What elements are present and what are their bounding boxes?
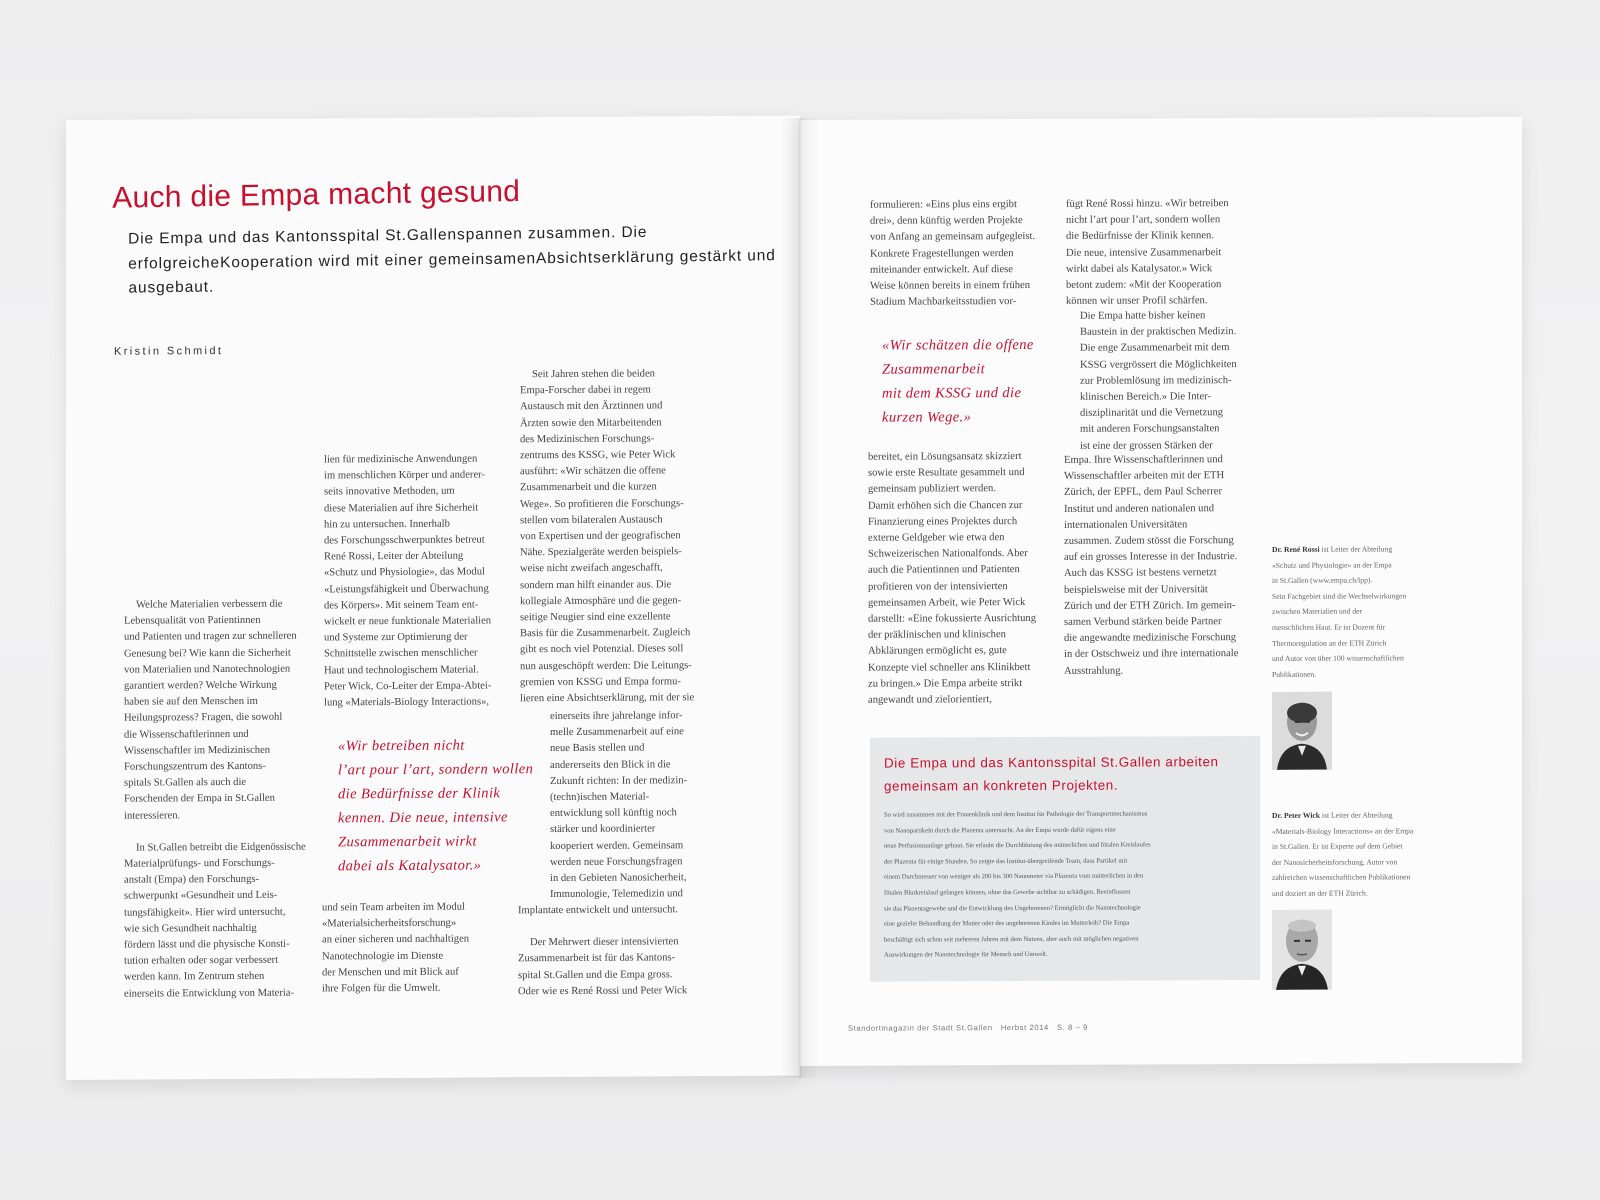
text-line: René Rossi, Leiter der Abteilung <box>324 550 464 563</box>
text-line: profitieren von der intensivierten <box>868 580 1008 593</box>
portrait-rene-rossi-image <box>1272 692 1332 770</box>
text-line: die Bedürfnisse der Klinik kennen. <box>1066 230 1214 243</box>
text-line: wie sich Gesundheit nachhaltig <box>124 922 257 935</box>
text-line: stärker und koordinierter <box>550 823 656 836</box>
text-line: diese Materialien auf ihre Sicherheit <box>324 502 479 515</box>
text-line: die Wissenschaftlerinnen und <box>124 728 249 741</box>
text-line: haben sie auf den Menschen im <box>124 696 258 708</box>
text-line: Die Empa hatte bisher keinen <box>1080 310 1206 322</box>
text-line: gemeinsamen Arbeit, wie Peter Wick <box>868 596 1026 609</box>
text-line: tungsfähigkeit». Hier wird untersucht, <box>124 906 286 919</box>
text-line: kollegiale Atmosphäre und die gegen- <box>520 595 682 608</box>
text-line: klinischen Bereich.» Die Inter- <box>1080 391 1211 403</box>
text-line: an einer sicheren und nachhaltigen <box>322 933 470 946</box>
text-line: drei», denn künftig werden Projekte <box>870 215 1023 227</box>
text-line: können wir unser Profil schärfen. <box>1066 295 1208 308</box>
text-line: und sein Team arbeiten im Modul <box>322 901 465 914</box>
text-line: sondern man hilft einander aus. Die <box>520 578 672 591</box>
text-line: Publikationen. <box>1272 669 1317 679</box>
text-line: ausführt: «Wir schätzen die offene <box>520 465 666 478</box>
text-line: von Expertisen und der geografischen <box>520 530 681 543</box>
text-line: nun ausgeschöpft werden: Die Leitungs- <box>520 659 692 672</box>
text-line: Austausch mit den Ärztinnen und <box>520 400 663 413</box>
bio-peter-wick: Dr. Peter Wick ist Leiter der Abteilung «Materials-Biology Interactions» an der Empa in St.Gallen. Er ist Experte auf dem Gebiet der Nanosicherheitsforschung, Autor von zahlreichen wissenschaftlichen Publikationen und doziert an der ETH Zürich. <box>1272 807 1482 901</box>
footer-issue: Herbst 2014 <box>1000 1022 1049 1033</box>
right-column-2-middle <box>1080 308 1260 455</box>
text-line: Konkrete Fragestellungen werden <box>870 247 1014 260</box>
text-line: tution erhalten oder sogar verbessert <box>124 954 279 967</box>
text-line: Die Empa und das Kantonsspital St.Gallen <box>128 226 458 248</box>
text-line: Basis für die Zusammenarbeit. Zugleich <box>520 627 691 640</box>
left-column-3-top <box>520 366 710 707</box>
text-line: «Wir betreiben nicht <box>338 737 465 755</box>
text-line: melle Zusammenarbeit auf eine <box>550 726 684 739</box>
article-title: Auch die Empa macht gesund <box>112 174 521 215</box>
text-line: in St.Gallen (www.empa.ch/lpp). <box>1272 575 1373 586</box>
text-line: (techn)ischen Material- <box>550 791 650 804</box>
bio-rene-rossi-name: Dr. René Rossi <box>1272 544 1320 554</box>
text-line: Zusammenarbeit <box>882 361 986 378</box>
text-line: des Medizinischen Forschungs- <box>520 433 655 446</box>
text-line: «Schutz und Physiologie», das Modul <box>324 566 485 579</box>
page-footer <box>848 1023 1088 1033</box>
text-line: Zusammenarbeit und die kurzen <box>520 481 657 494</box>
left-page <box>66 116 800 1080</box>
text-line: dabei als Katalysator.» <box>338 857 482 875</box>
text-line: der Menschen und mit Blick auf <box>322 966 459 979</box>
text-line: «Materials-Biology Interactions» an der Empa <box>1272 825 1414 836</box>
text-line: Der Mehrwert dieser intensivierten <box>530 936 679 949</box>
info-box-title <box>884 750 1219 797</box>
text-line: Zukunft richten: In der medizin- <box>550 775 688 787</box>
text-line: im menschlichen Körper und anderer- <box>324 469 485 482</box>
text-line: l’art pour l’art, sondern wollen <box>338 761 534 779</box>
text-line: Zürich und der ETH Zürich. Im gemein- <box>1064 599 1236 612</box>
text-line: zur Problemlösung im medizinisch- <box>1080 374 1232 387</box>
text-line: fötalen Blutkreislauf gelangen können, ohne das Gewebe sichtbar zu schädigen. Beeinflussen <box>884 888 1131 897</box>
text-line: Baustein in der praktischen Medizin. <box>1080 326 1237 338</box>
text-line: in den Gebieten Nanosicherheit, <box>550 872 687 885</box>
text-line: Peter Wick, Co-Leiter der Empa-Abtei- <box>324 680 492 693</box>
text-line: Ärzten sowie den Mitarbeitenden <box>520 416 662 429</box>
text-line: formulieren: «Eins plus eins ergibt <box>870 199 1017 211</box>
text-line: Die Empa und das Kantonsspital St.Gallen arbeiten <box>884 754 1219 771</box>
text-line: Stadium Machbarkeitsstudien vor- <box>870 296 1017 308</box>
text-line: Wissenschaftler im Medizinischen <box>124 744 271 757</box>
text-line: weise nicht zweifach angeschafft, <box>520 562 663 575</box>
left-column-1 <box>124 596 314 1002</box>
text-line: seitige Neugier sind eine exzellente <box>520 611 671 624</box>
text-line: gemeinsam publiziert werden. <box>868 483 996 496</box>
info-box-text <box>884 806 1151 963</box>
text-line: fördern lässt und die physische Konsti- <box>124 938 290 951</box>
portrait-peter-wick-image <box>1272 910 1332 990</box>
text-line: des Körpers». Mit seinem Team ent- <box>324 599 479 612</box>
text-line: interessieren. <box>124 809 181 822</box>
text-line: ihre Folgen für die Umwelt. <box>322 982 441 995</box>
text-line: Zusammenarbeit wirkt <box>338 833 477 851</box>
text-line: betont zudem: «Mit der Kooperation <box>1066 279 1222 291</box>
text-line: Materialprüfungs- und Forschungs- <box>124 857 275 870</box>
portrait-peter-wick <box>1272 910 1332 990</box>
left-column-3-bottom <box>518 902 718 1000</box>
text-line: der Nanosicherheitsforschung, Autor von <box>1272 857 1398 867</box>
right-pull-quote <box>882 333 1072 430</box>
text-line: lien für medizinische Anwendungen <box>324 453 478 466</box>
left-pull-quote <box>338 733 538 878</box>
text-line: zu bringen.» Die Empa arbeite strikt <box>868 677 1023 690</box>
text-line: kennen. Die neue, intensive <box>338 809 508 827</box>
text-line: Heilungsprozess? Fragen, die sowohl <box>124 712 283 725</box>
text-line: gibt es noch viel Potenzial. Dieses soll <box>520 643 684 656</box>
text-line: auf ein grosses Interesse in der Industrie. <box>1064 551 1238 564</box>
text-line: auch die Patientinnen und Patienten <box>868 564 1020 577</box>
text-line: Immunologie, Telemedizin und <box>550 888 683 901</box>
info-box <box>870 736 1260 982</box>
right-column-1-top <box>870 197 1060 311</box>
text-line: Seit Jahren stehen die beiden <box>532 368 655 381</box>
text-line: werden neue Forschungsfragen <box>550 856 683 868</box>
text-line: Sein Fachgebiet sind die Wechselwirkungen <box>1272 591 1407 601</box>
text-line: wirkt dabei als Katalysator.» Wick <box>1066 263 1213 275</box>
text-line: der präklinischen und klinischen <box>868 629 1006 641</box>
text-line: Abklärungen ermöglicht es, gute <box>868 645 1007 658</box>
bio-peter-wick-text <box>1272 823 1482 902</box>
text-line: Auch das KSSG ist bestens vernetzt <box>1064 567 1217 580</box>
text-line: Nähe. Spezialgeräte werden beispiels- <box>520 546 682 559</box>
text-line: mit anderen Forschungsanstalten <box>1080 423 1220 436</box>
text-line: Zusammenarbeit ist für das Kantons- <box>518 952 676 965</box>
text-line: Konzepte viel schneller ans Klinikbett <box>868 661 1031 674</box>
text-line: Schnittstelle zwischen menschlicher <box>324 647 478 660</box>
text-line: samen Verbund stärken beide Partner <box>1064 616 1222 628</box>
text-line: Wege». So profitieren die Forschungs- <box>520 497 684 510</box>
text-line: beschäftigt sich schon seit mehreren Jahren mit dem Nutzen, aber auch mit möglichen negativen <box>884 935 1139 944</box>
text-line: Genesung bei? Wie kann die Sicherheit <box>124 647 291 660</box>
text-line: KSSG vergrössert die Möglichkeiten <box>1080 358 1237 371</box>
text-line: «Leistungsfähigkeit und Überwachung <box>324 583 489 596</box>
text-line: «Wir schätzen die offene <box>882 336 1034 354</box>
text-line: Empa-Forscher dabei in regem <box>520 384 651 397</box>
text-line: menschlichen Haut. Er ist Dozent für <box>1272 622 1386 632</box>
text-line: schwerpunkt «Gesundheit und Leis- <box>124 890 278 903</box>
text-line: bereitet, ein Lösungsansatz skizziert <box>868 451 1022 463</box>
text-line: zahlreichen wissenschaftlichen Publikationen <box>1272 872 1411 883</box>
right-column-2-bottom <box>1064 452 1264 680</box>
text-line: von Materialien und Nanotechnologien <box>124 663 291 676</box>
text-line: Welche Materialien verbessern die <box>136 598 283 611</box>
bio-peter-wick-name: Dr. Peter Wick <box>1272 810 1321 820</box>
text-line: neue Basis stellen und <box>550 742 645 755</box>
text-line: des Forschungsschwerpunktes betreut <box>324 534 485 547</box>
text-line: ist eine der grossen Stärken der <box>1080 439 1213 452</box>
text-line: internationalen Universitäten <box>1064 519 1188 531</box>
text-line: angewandt und zielorientiert, <box>868 694 992 706</box>
text-line: kurzen Wege.» <box>882 409 972 426</box>
text-line: Empa. Ihre Wissenschaftlerinnen und <box>1064 454 1223 466</box>
text-line: und doziert an der ETH Zürich. <box>1272 888 1368 898</box>
text-line: Forschungszentrum des Kantons- <box>124 760 266 773</box>
text-line: Institut und anderen nationalen und <box>1064 502 1215 515</box>
text-line: lung «Materials-Biology Interactions», <box>324 696 490 709</box>
right-page <box>800 117 1522 1066</box>
text-line: Die enge Zusammenarbeit mit dem <box>1080 342 1230 355</box>
article-lead <box>128 219 800 301</box>
text-line: und Patienten und tragen zur schnelleren <box>124 630 297 644</box>
text-line: wickelt er neue funktionale Materialien <box>324 615 492 628</box>
text-line: seits innovative Methoden, um <box>324 486 455 498</box>
footer-pages: S. 8 – 9 <box>1056 1022 1088 1032</box>
text-line: mit dem KSSG und die <box>882 385 1022 402</box>
text-line: miteinander entwickelt. Auf diese <box>870 263 1013 276</box>
text-line: sie das Plazentagewebe und die Entwicklung des Ungeborenen? Ermöglicht die Nanotechnologie <box>884 904 1141 913</box>
text-line: Absichtserklärung gestärkt und ausgebaut. <box>128 246 776 297</box>
text-line: einem Durchmesser von weniger als 200 bis 300 Nanometer via Plazenta vom mütterlichen in den <box>884 872 1144 882</box>
text-line: beispielsweise mit der Universität <box>1064 583 1208 596</box>
text-line: Die neue, intensive Zusammenarbeit <box>1066 246 1222 259</box>
text-line: der Plazenta für einige Stunden. So zeigte das Institut-übergreifende Team, dass Partikel mit <box>884 857 1128 866</box>
author-byline: Kristin Schmidt <box>114 345 224 358</box>
left-column-2-top <box>324 451 514 711</box>
footer-magazine: Standortmagazin der Stadt St.Gallen <box>848 1023 993 1033</box>
text-line: kooperiert werden. Gemeinsam <box>550 839 684 852</box>
text-line: Kooperation wird mit einer gemeinsamen <box>219 249 537 271</box>
text-line: Implantate entwickelt und untersucht. <box>518 904 679 917</box>
paragraph-gap <box>124 823 314 840</box>
text-line: Finanzierung eines Projektes durch <box>868 515 1018 528</box>
text-line: darstellt: «Eine fokussierte Ausrichtung <box>868 613 1036 625</box>
text-line: von Anfang an gemeinsam aufgegleist. <box>870 231 1036 244</box>
text-line: anstalt (Empa) den Forschungs- <box>124 874 260 886</box>
text-line: hin zu untersuchen. Innerhalb <box>324 518 450 531</box>
text-line: Nanotechnologie im Dienste <box>322 950 444 963</box>
text-line: spitals St.Gallen als auch die <box>124 777 247 789</box>
text-line: zusammen. Zudem stösst die Forschung <box>1064 535 1234 547</box>
text-line: sowie erste Resultate gesammelt und <box>868 467 1025 479</box>
text-line: fügt René Rossi hinzu. «Wir betreiben <box>1066 198 1229 210</box>
text-line: und Autor von über 100 wissenschaftlichen <box>1272 653 1404 664</box>
text-line: lieren eine Absichtserklärung, mit der sie <box>520 692 695 705</box>
text-line: und Systeme zur Optimierung der <box>324 631 468 644</box>
text-line: einerseits ihre jahrelange infor- <box>550 710 683 723</box>
text-line: Wissenschaftler arbeiten mit der ETH <box>1064 470 1225 483</box>
text-line: einerseits die Entwicklung von Materia- <box>124 987 295 1000</box>
left-column-2-bottom <box>322 899 512 997</box>
text-line: Oder wie es René Rossi und Peter Wick <box>518 985 688 998</box>
text-line: in der Ostschweiz und ihre internationale <box>1064 648 1239 661</box>
text-line: Zürich, der EPFL, dem Paul Scherrer <box>1064 486 1222 499</box>
paragraph-gap <box>518 918 718 935</box>
text-line: So wird zusammen mit der Frauenklinik und dem Institut für Pathologie der Transportmechanismus <box>884 810 1148 819</box>
text-line: Schweizerischen Nationalfonds. Aber <box>868 548 1028 560</box>
text-line: in St.Gallen. Er ist Experte auf dem Gebiet <box>1272 841 1403 852</box>
left-column-3-middle <box>550 708 720 903</box>
text-line: Damit erhöhen sich die Chancen zur <box>868 499 1023 512</box>
text-line: eine gezielte Behandlung der Mutter oder des ungeborenen Kindes im Mutterleib? Die Empa <box>884 919 1130 928</box>
text-line: Ausstrahlung. <box>1064 665 1124 677</box>
text-line: die Bedürfnisse der Klinik <box>338 785 501 803</box>
right-column-2-top <box>1066 196 1256 310</box>
text-line: spital St.Gallen und die Empa gross. <box>518 968 673 981</box>
text-line: In St.Gallen betreibt die Eidgenössische <box>136 841 306 854</box>
text-line: spannen zusammen. Die erfolgreiche <box>128 223 648 273</box>
text-line: werden kann. Im Zentrum stehen <box>124 971 265 984</box>
text-line: Forschenden der Empa in St.Gallen <box>124 793 275 806</box>
text-line: garantiert werden? Welche Wirkung <box>124 679 277 692</box>
bio-rene-rossi-text <box>1272 557 1482 683</box>
right-column-1-bottom <box>868 449 1058 709</box>
text-line: neue Perfusionsanlage gebaut. Sie erlaubt die Durchblutung des mütterlichen und fötalen Kreislaufes <box>884 841 1151 850</box>
text-line: «Schutz und Physiologie» an der Empa <box>1272 560 1392 570</box>
text-line: die angewandte medizinische Forschung <box>1064 632 1237 645</box>
text-line: entwicklung soll künftig noch <box>550 807 677 820</box>
text-line: andererseits den Blick in die <box>550 758 671 771</box>
text-line: stellen vom bilateralen Austausch <box>520 514 663 527</box>
text-line: Weise können bereits in einem frühen <box>870 280 1031 292</box>
text-line: gemeinsam an konkreten Projekten. <box>884 777 1119 794</box>
text-line: zwischen Materialien und der <box>1272 606 1363 617</box>
text-line: externe Geldgeber wie etwa den <box>868 532 1005 544</box>
text-line: nicht l’art pour l’art, sondern wollen <box>1066 214 1221 227</box>
text-line: disziplinarität und die Vernetzung <box>1080 407 1224 419</box>
text-line: Lebensqualität von Patientinnen <box>124 615 261 627</box>
text-line: Haut und technologischem Material. <box>324 664 479 677</box>
portrait-rene-rossi <box>1272 692 1332 770</box>
text-line: Auswirkungen der Nanotechnologie für Mensch und Umwelt. <box>884 951 1048 959</box>
text-line: zentrums des KSSG, wie Peter Wick <box>520 449 676 462</box>
text-line: Thermoregulation an der ETH Zürich <box>1272 638 1387 648</box>
text-line: von Nanopartikeln durch die Plazenta untersucht. An der Empa wurde dafür eigens eine <box>884 826 1116 835</box>
bio-rene-rossi: Dr. René Rossi ist Leiter der Abteilung «Schutz und Physiologie» an der Empa in St.Gallen (www.empa.ch/lpp). Sein Fachgebiet sind die Wechselwirkungen zwischen Materialien und der menschlichen Haut. Er ist Dozent für Thermoregulation an der ETH Zürich und Autor von über 100 wissenschaftlichen Publikationen. <box>1272 541 1482 682</box>
text-line: «Materialsicherheitsforschung» <box>322 917 457 930</box>
text-line: gremien von KSSG und Empa formu- <box>520 676 681 689</box>
